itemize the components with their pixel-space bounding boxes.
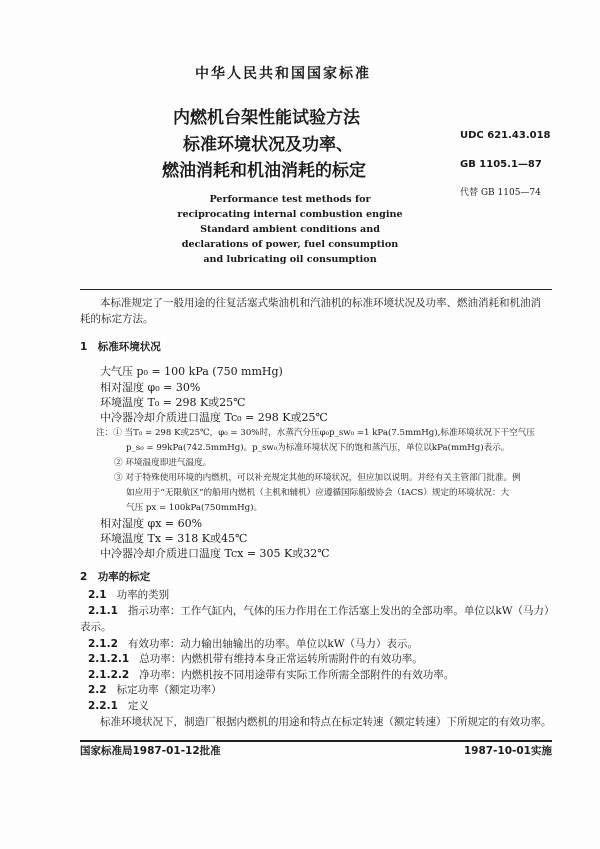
- approval-date: 国家标准局1987-01-12批准: [80, 745, 221, 757]
- clause-line: [80, 622, 112, 633]
- gb-code: GB 1105.1—87: [460, 159, 542, 170]
- clause-number: 2.2: [88, 684, 107, 696]
- note-1a: 注：① 当T₀ = 298 K或25℃，φ₀ = 30%时，水蒸汽分压φ₀p_sw₀ =1 kPa(7.5mmHg),标准环境状况下干空气压: [96, 428, 535, 438]
- clause-number: 2.1.2.2: [88, 669, 130, 681]
- note-3a: ③ 对于特殊使用环境的内燃机，可以补充规定其他的环境状况，但应加以说明。并经有关主管部门批准。例: [114, 473, 521, 483]
- clause-text: 表示。: [80, 621, 112, 633]
- clause-text: 净功率：内燃机按不同用途带有实际工作所需全部附件的有效功率。: [139, 669, 455, 681]
- clause-number: 2.2.1: [88, 700, 118, 712]
- clause-line: [88, 639, 418, 650]
- clause-text: 有效功率：动力输出轴输出的功率。单位以kW（马力）表示。: [127, 638, 419, 650]
- clause-line: [88, 606, 555, 617]
- condition-humidity: 相对湿度 φ₀ = 30%: [100, 381, 201, 394]
- clause-text: 指示功率：工作气缸内，气体的压力作用在工作活塞上发出的全部功率。单位以kW（马力）: [127, 605, 555, 617]
- udc-code: UDC 621.43.018: [460, 130, 551, 141]
- note-2: ② 环境温度即进气温度。: [114, 458, 212, 468]
- title-zh-1: 内燃机台架性能试验方法: [173, 108, 360, 128]
- section-1-heading: 1 标准环境状况: [80, 341, 161, 353]
- title-zh-2: 标准环境状况及功率、: [183, 135, 353, 155]
- title-en-1: Performance test methods for: [209, 194, 371, 205]
- intro-2: 耗的标定方法。: [80, 313, 154, 325]
- clause-text: 功率的类别: [116, 589, 170, 601]
- effective-date: 1987-10-01实施: [463, 745, 552, 757]
- note-3c: 气压 px = 100kPa(750mmHg)。: [126, 503, 263, 513]
- rated-power-definition: 标准环境状况下，制造厂根据内燃机的用途和特点在标定转速（额定转速）下所规定的有效功率。: [100, 716, 552, 728]
- clause-number: 2.1.2.1: [88, 653, 130, 665]
- clause-number: 2.1.2: [88, 638, 118, 650]
- clause-number: 2.1.1: [88, 605, 118, 617]
- header-rule: [80, 289, 552, 290]
- condition-pressure: 大气压 p₀ = 100 kPa (750 mmHg): [100, 365, 283, 378]
- replaces-code: 代替 GB 1105—74: [460, 188, 541, 198]
- clause-line: [88, 685, 222, 696]
- intro-1: 本标准规定了一般用途的往复活塞式柴油机和汽油机的标准环境状况及功率、燃油消耗和机油消: [100, 297, 541, 309]
- note-1b: p_s₀ = 99kPa(742.5mmHg)。p_sw₀为标准环境状况下的饱和蒸汽压，单位以kPa(mmHg)表示。: [126, 443, 510, 453]
- footer-rule: [80, 740, 552, 742]
- condition-x-humidity: 相对湿度 φx = 60%: [100, 517, 203, 530]
- title-zh-3: 燃油消耗和机油消耗的标定: [162, 161, 366, 181]
- condition-coolant: 中冷器冷却介质进口温度 Tc₀ = 298 K或25℃: [100, 411, 328, 424]
- title-en-5: and lubricating oil consumption: [203, 254, 377, 265]
- clause-line: [88, 701, 149, 712]
- condition-x-coolant: 中冷器冷却介质进口温度 Tcx = 305 K或32℃: [100, 547, 330, 560]
- clause-number: 2.1: [88, 589, 107, 601]
- issuer: 中华人民共和国国家标准: [195, 66, 371, 82]
- clause-line: [88, 590, 169, 601]
- condition-temperature: 环境温度 T₀ = 298 K或25℃: [100, 396, 246, 409]
- title-en-4: declarations of power, fuel consumption: [181, 239, 399, 250]
- title-en-3: Standard ambient conditions and: [200, 224, 380, 235]
- clause-text: 定义: [127, 700, 149, 712]
- section-2-heading: 2 功率的标定: [80, 571, 151, 583]
- condition-x-temperature: 环境温度 Tx = 318 K或45℃: [100, 532, 248, 545]
- title-en-2: reciprocating internal combustion engine: [177, 209, 403, 220]
- clause-line: [88, 670, 454, 681]
- note-3b: 如应用于“无限航区”的船用内燃机（主机和辅机）应遵循国际船级协会（IACS）规定的环境状况：大: [126, 488, 510, 498]
- clause-line: [88, 654, 423, 665]
- clause-text: 总功率：内燃机带有维持本身正常运转所需附件的有效功率。: [139, 653, 423, 665]
- clause-text: 标定功率（额定功率）: [116, 684, 222, 696]
